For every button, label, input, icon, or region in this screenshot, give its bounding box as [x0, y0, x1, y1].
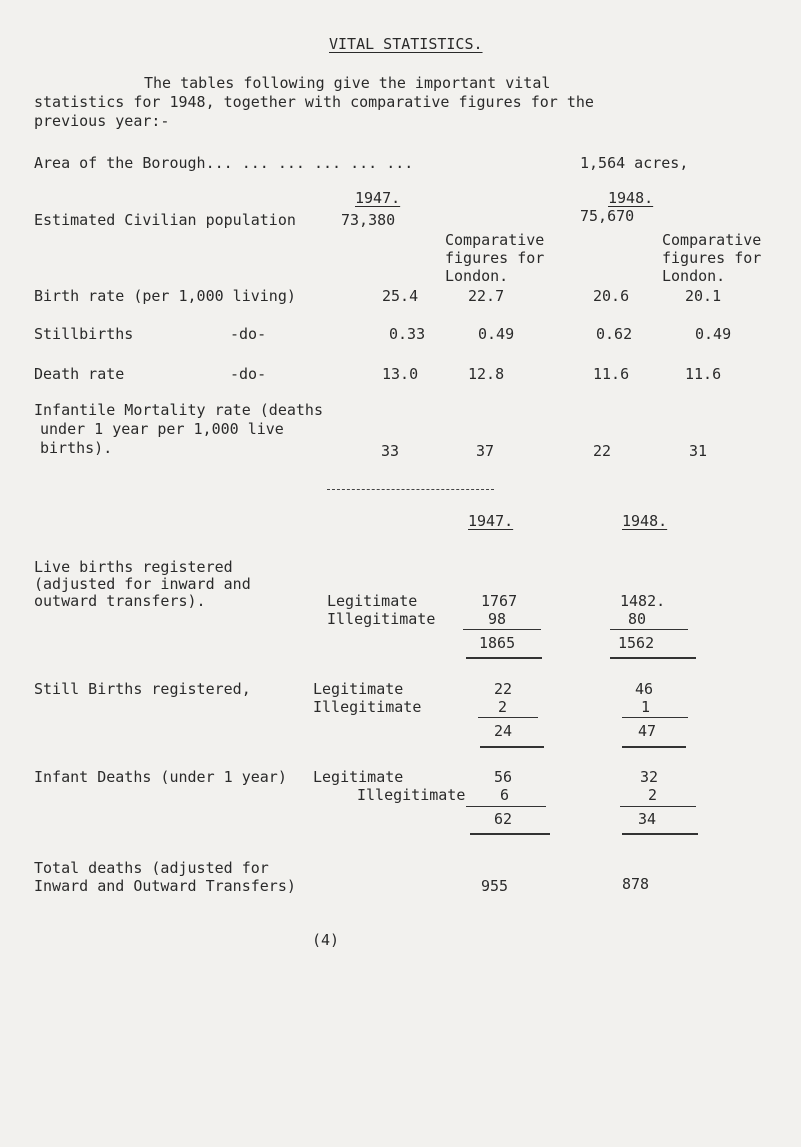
year-header-1948: 1948.	[608, 189, 654, 207]
year-header-1947: 1947.	[355, 189, 401, 207]
page-title: VITAL STATISTICS.	[329, 35, 483, 53]
population-1948: 75,670	[580, 207, 635, 225]
area-label: Area of the Borough... ... ... ... ... ...	[34, 154, 414, 172]
page-number: (4)	[312, 931, 340, 949]
intro-line-2: statistics for 1948, together with comparative figures for the	[34, 93, 594, 111]
table2-header-1947: 1947.	[468, 512, 514, 530]
population-1947: 73,380	[341, 211, 396, 229]
population-label: Estimated Civilian population	[34, 211, 296, 229]
section-separator	[327, 489, 494, 490]
intro-line-1: The tables following give the important vital	[144, 74, 551, 92]
table2-header-1948: 1948.	[622, 512, 668, 530]
intro-line-3: previous year:-	[34, 112, 170, 130]
area-value: 1,564 acres,	[580, 154, 689, 172]
